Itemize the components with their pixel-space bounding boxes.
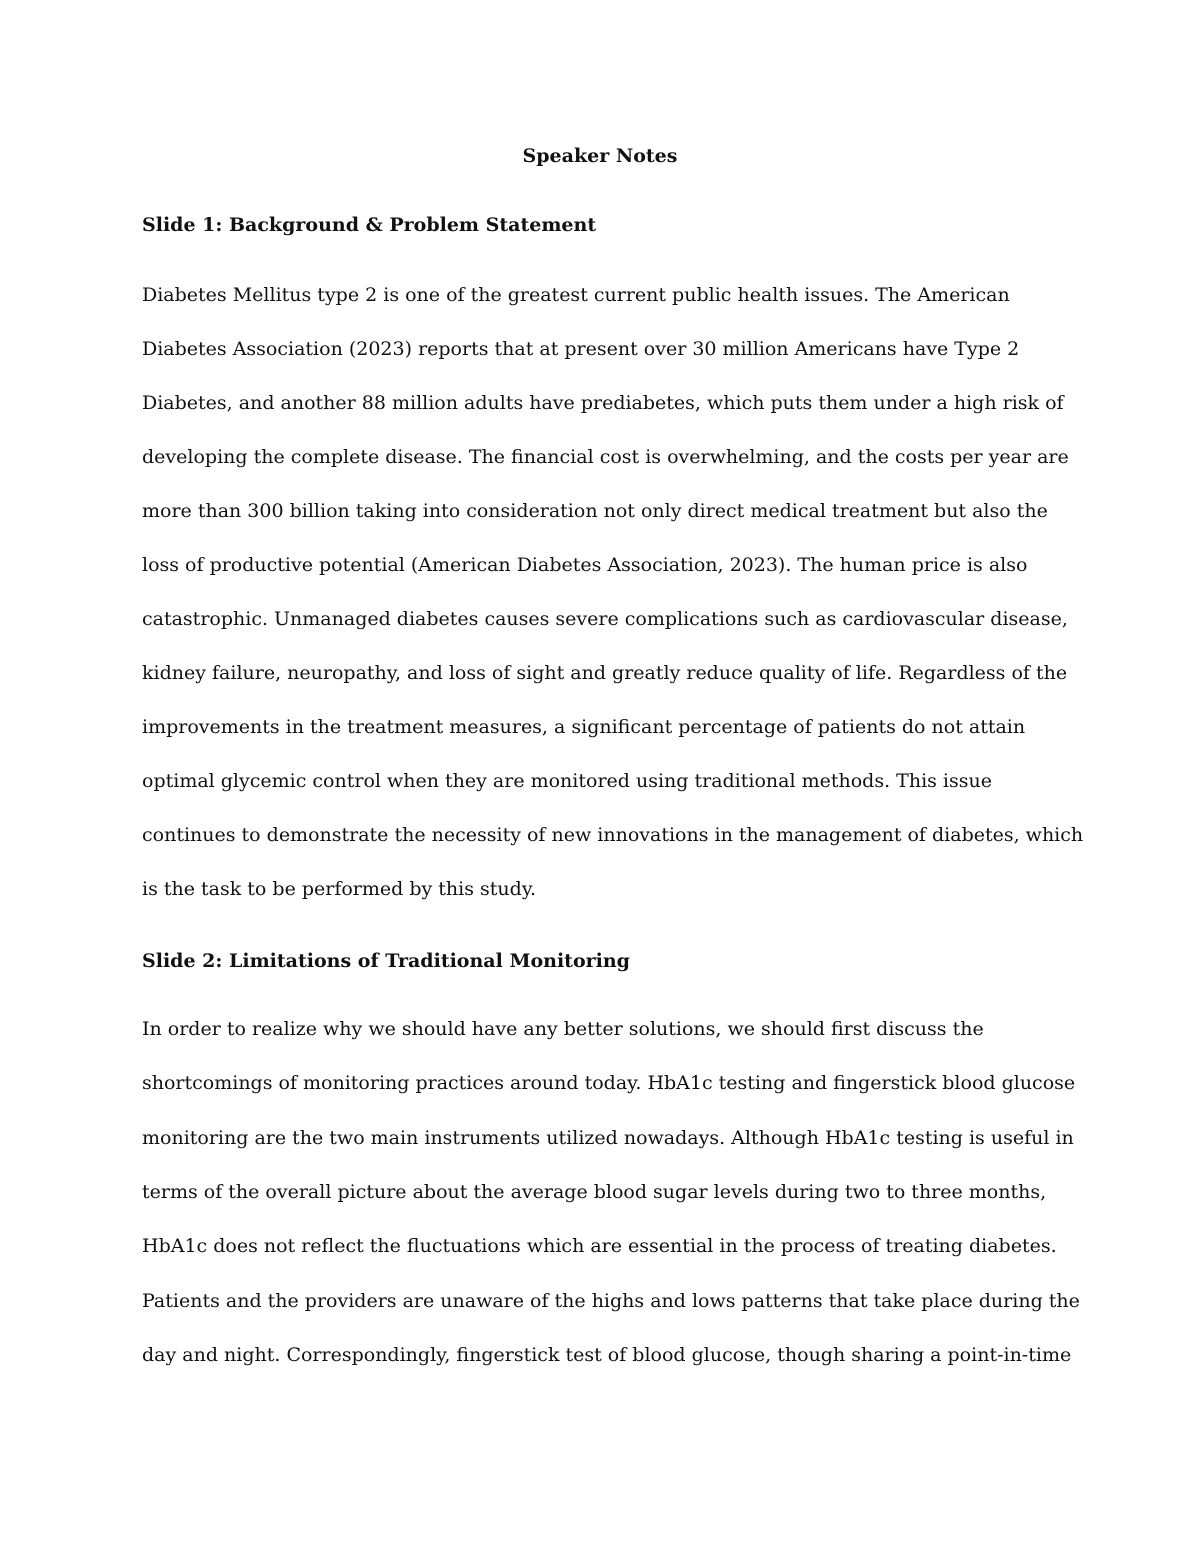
paragraph-line: Diabetes Association (2023) reports that at present over 30 million Americans have Type 2 bbox=[142, 338, 1020, 360]
paragraph-line: terms of the overall picture about the average blood sugar levels during two to three months, bbox=[142, 1181, 1047, 1203]
section-heading-slide-2: Slide 2: Limitations of Traditional Monitoring bbox=[142, 950, 630, 972]
paragraph-line: shortcomings of monitoring practices around today. HbA1c testing and fingerstick blood glucose bbox=[142, 1072, 1076, 1094]
paragraph-line: continues to demonstrate the necessity of new innovations in the management of diabetes, which bbox=[142, 824, 1084, 846]
paragraph-line: more than 300 billion taking into consideration not only direct medical treatment but also the bbox=[142, 500, 1048, 522]
page-title: Speaker Notes bbox=[522, 145, 678, 167]
paragraph-line: monitoring are the two main instruments utilized nowadays. Although HbA1c testing is useful in bbox=[142, 1127, 1074, 1149]
paragraph-line: is the task to be performed by this study. bbox=[142, 878, 537, 900]
paragraph-line: Diabetes Mellitus type 2 is one of the greatest current public health issues. The American bbox=[142, 284, 1010, 306]
paragraph-line: developing the complete disease. The financial cost is overwhelming, and the costs per year are bbox=[142, 446, 1069, 468]
paragraph-line: In order to realize why we should have any better solutions, we should first discuss the bbox=[142, 1018, 984, 1040]
paragraph-line: kidney failure, neuropathy, and loss of sight and greatly reduce quality of life. Regardless of the bbox=[142, 662, 1068, 684]
paragraph-line: Patients and the providers are unaware of the highs and lows patterns that take place during the bbox=[142, 1290, 1080, 1312]
section-heading-slide-1: Slide 1: Background & Problem Statement bbox=[142, 214, 597, 236]
paragraph-line: catastrophic. Unmanaged diabetes causes severe complications such as cardiovascular disease, bbox=[142, 608, 1068, 630]
paragraph-line: loss of productive potential (American Diabetes Association, 2023). The human price is also bbox=[142, 554, 1028, 576]
paragraph-line: improvements in the treatment measures, a significant percentage of patients do not attain bbox=[142, 716, 1026, 738]
paragraph-line: Diabetes, and another 88 million adults have prediabetes, which puts them under a high risk of bbox=[142, 392, 1064, 414]
paragraph-line: optimal glycemic control when they are monitored using traditional methods. This issue bbox=[142, 770, 992, 792]
paragraph-line: day and night. Correspondingly, fingerstick test of blood glucose, though sharing a point-in-time bbox=[142, 1344, 1072, 1366]
paragraph-line: HbA1c does not reflect the fluctuations which are essential in the process of treating diabetes. bbox=[142, 1235, 1057, 1257]
